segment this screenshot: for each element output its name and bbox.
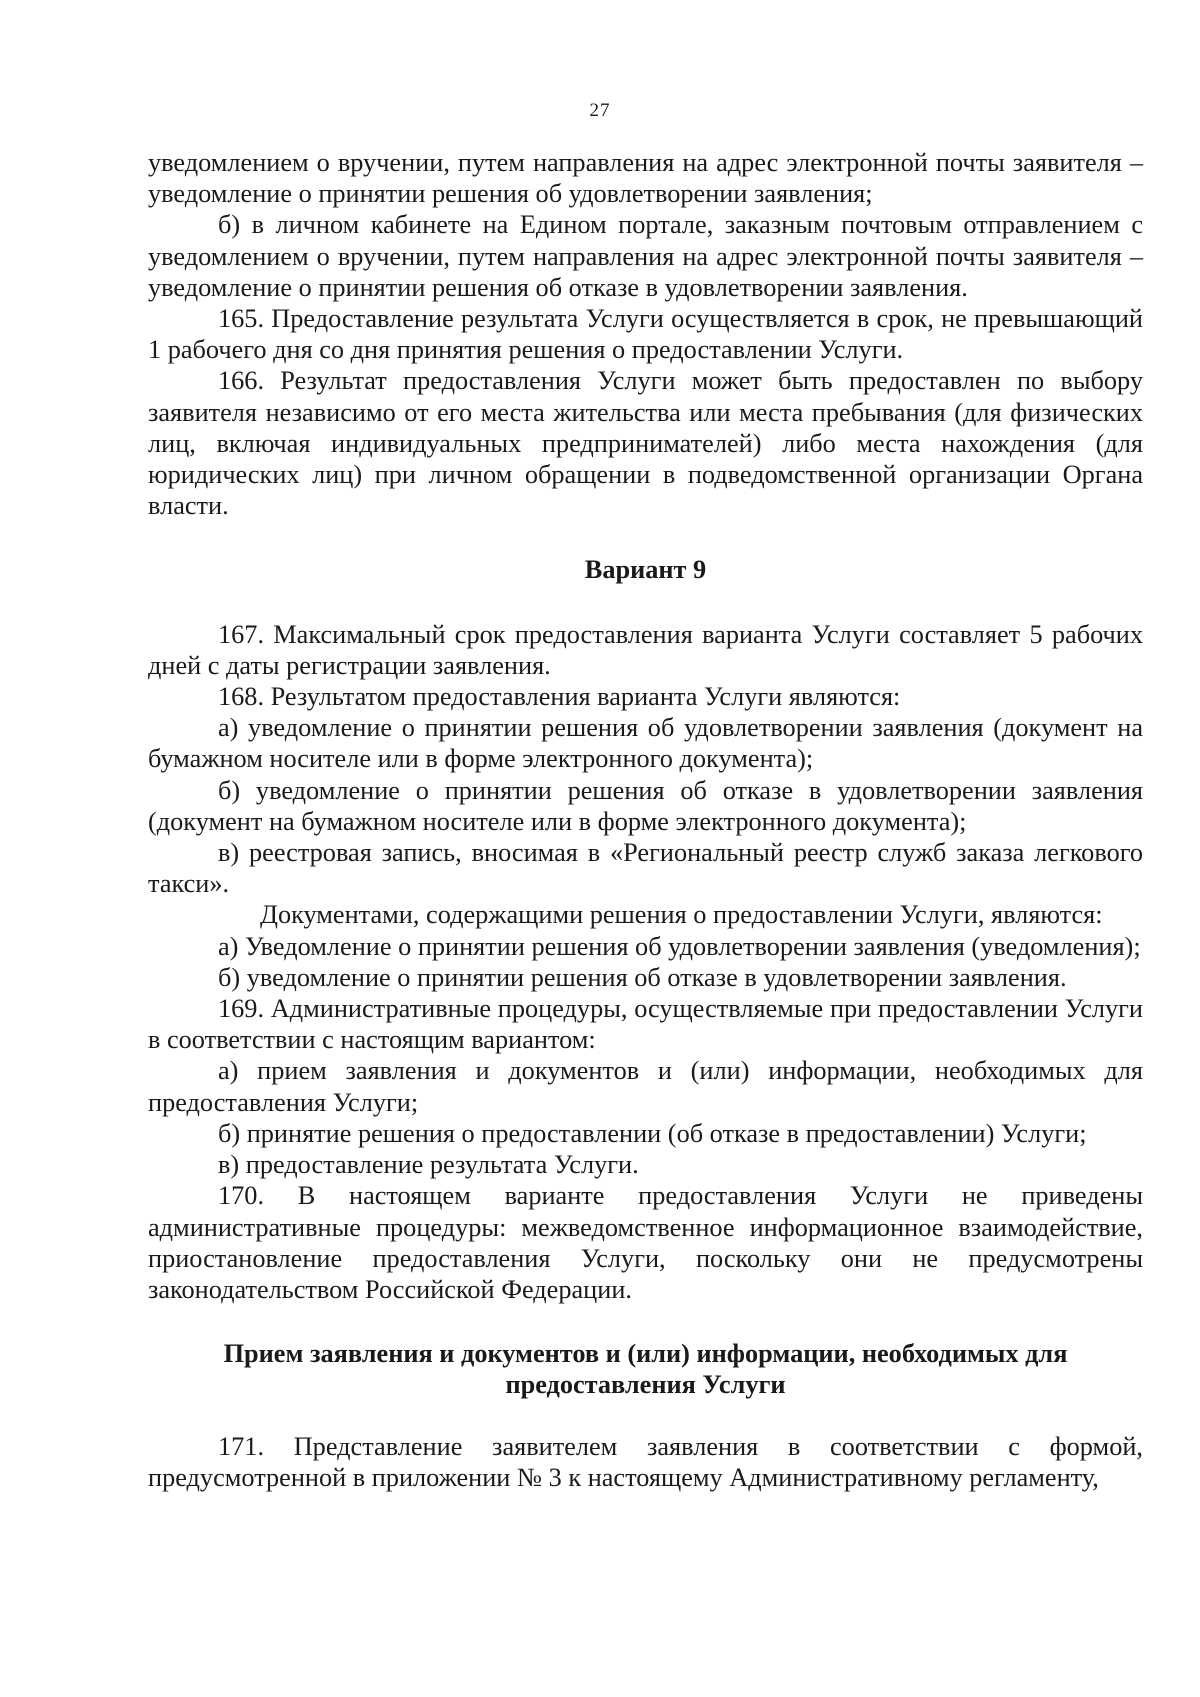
paragraph-167: 167. Максимальный срок предоставления варианта Услуги составляет 5 рабочих дней с даты регистрации заявления. [148, 619, 1143, 680]
paragraph-169-c: в) предоставление результата Услуги. [218, 1150, 639, 1180]
paragraph-169: 169. Административные процедуры, осуществляемые при предоставлении Услуги в соответствии с настоящим вариантом: [148, 994, 1143, 1055]
paragraph-171: 171. Представление заявителем заявления в соответствии с формой, предусмотренной в приложении № 3 к настоящему Административному регламенту, [148, 1431, 1143, 1492]
section-heading-line-1: Прием заявления и документов и (или) информации, необходимых для [223, 1339, 1068, 1369]
paragraph-169-b: б) принятие решения о предоставлении (об отказе в предоставлении) Услуги; [218, 1118, 1087, 1148]
paragraph-166: 166. Результат предоставления Услуги может быть предоставлен по выбору заявителя независимо от его места жительства или места пребывания (для физических лиц, включая индивидуальных предпринимателей) либо места нахождения (для юридических лиц) при личном обращении в подведомственной организации Органа власти. [148, 366, 1143, 521]
paragraph-170: 170. В настоящем варианте предоставления Услуги не приведены административные процедуры: межведомственное информационное взаимодействие, приостановление предоставления Услуги, поскольку они не предусмотрены законодательством Российской Федерации. [148, 1181, 1143, 1304]
paragraph-item-b: б) в личном кабинете на Едином портале, заказным почтовым отправлением с уведомлением о вручении, путем направления на адрес электронной почты заявителя – уведомление о принятии решения об отказе в удовлетворении заявления. [148, 210, 1143, 302]
paragraph-documents-a: а) Уведомление о принятии решения об удовлетворении заявления (уведомления); [218, 931, 1141, 961]
page-number: 27 [589, 100, 611, 121]
section-heading [148, 1338, 1143, 1400]
paragraph-165: 165. Предоставление результата Услуги осуществляется в срок, не превышающий 1 рабочего дня со дня принятия решения о предоставлении Услуги. [148, 304, 1143, 365]
page-content [148, 147, 1143, 1493]
paragraph-168-a: а) уведомление о принятии решения об удовлетворении заявления (документ на бумажном носителе или в форме электронного документа); [148, 713, 1143, 774]
paragraph-documents-intro: Документами, содержащими решения о предоставлении Услуги, являются: [260, 900, 1103, 930]
paragraph-168-c: в) реестровая запись, вносимая в «Региональный реестр служб заказа легкового такси». [148, 838, 1143, 899]
section-heading-line-2: предоставления Услуги [505, 1370, 786, 1400]
paragraph-documents-b: б) уведомление о принятии решения об отказе в удовлетворении заявления. [218, 962, 1067, 992]
paragraph-169-a: а) прием заявления и документов и (или) информации, необходимых для предоставления Услуги; [148, 1056, 1143, 1117]
paragraph-168-b: б) уведомление о принятии решения об отказе в удовлетворении заявления (документ на бумажном носителе или в форме электронного документа); [148, 775, 1143, 836]
paragraph-continuation-a: уведомлением о вручении, путем направления на адрес электронной почты заявителя – уведомление о принятии решения об удовлетворении заявления; [148, 148, 1143, 209]
paragraph-168: 168. Результатом предоставления варианта Услуги являются: [218, 682, 901, 712]
variant-heading: Вариант 9 [584, 555, 707, 585]
